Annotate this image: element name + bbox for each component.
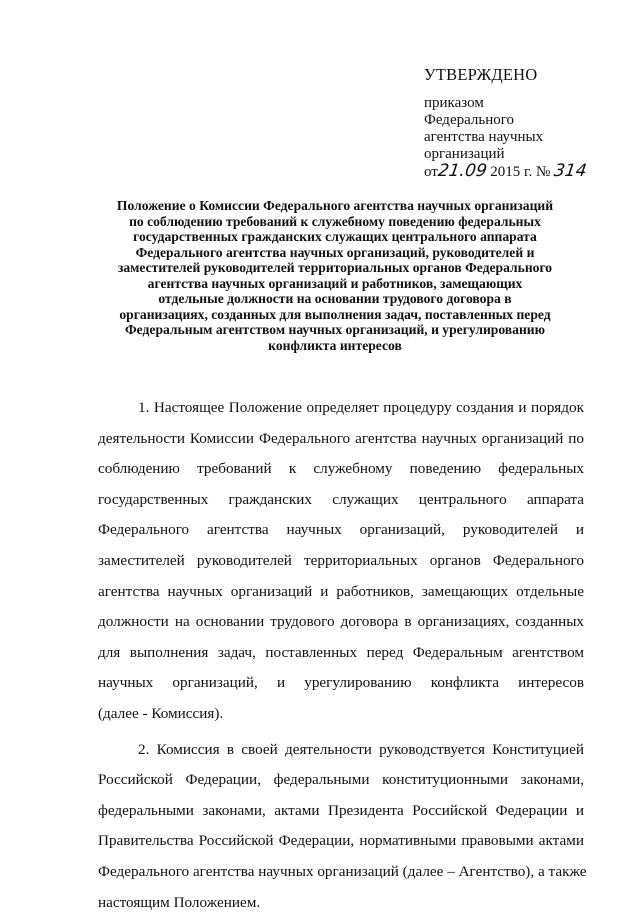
title-line: по соблюдению требований к служебному поведению федеральных bbox=[88, 214, 582, 230]
paragraph-1 bbox=[98, 393, 584, 730]
approval-line: организаций bbox=[424, 146, 624, 163]
paragraph-line: государственных гражданских служащих центрального аппарата bbox=[98, 485, 584, 516]
paragraph-line: Правительства Российской Федерации, нормативными правовыми актами bbox=[98, 826, 584, 857]
paragraph-line: Федерального агентства научных организаций, руководителей и bbox=[98, 515, 584, 546]
paragraph-line: Российской Федерации, федеральными конституционными законами, bbox=[98, 765, 584, 796]
paragraph-line: для выполнения задач, поставленных перед Федеральным агентством bbox=[98, 638, 584, 669]
paragraph-2 bbox=[98, 735, 584, 918]
title-line: государственных гражданских служащих центрального аппарата bbox=[88, 229, 582, 245]
document-body bbox=[98, 393, 584, 918]
approved-heading: УТВЕРЖДЕНО bbox=[424, 66, 624, 83]
document-title bbox=[88, 198, 582, 353]
paragraph-line: заместителей руководителей территориальных органов Федерального bbox=[98, 546, 584, 577]
handwritten-date: 21.09 bbox=[437, 163, 488, 180]
year-and-number-label: 2015 г. № bbox=[490, 164, 550, 180]
handwritten-order-number: 314 bbox=[553, 163, 588, 180]
title-line: заместителей руководителей территориальных органов Федерального bbox=[88, 260, 582, 276]
paragraph-line: агентства научных организаций и работников, замещающих отдельные bbox=[98, 577, 584, 608]
title-line: Федеральным агентством научных организаций, и урегулированию bbox=[88, 322, 582, 338]
approval-line: агентства научных bbox=[424, 129, 624, 146]
paragraph-line: должности на основании трудового договора в организациях, созданных bbox=[98, 607, 584, 638]
paragraph-line: 2. Комиссия в своей деятельности руководствуется Конституцией bbox=[98, 735, 584, 766]
title-line: агентства научных организаций и работников, замещающих bbox=[88, 276, 582, 292]
date-prefix: от bbox=[424, 164, 438, 180]
title-line: организациях, созданных для выполнения задач, поставленных перед bbox=[88, 307, 582, 323]
approval-line: приказом bbox=[424, 95, 624, 112]
approval-line: Федерального bbox=[424, 112, 624, 129]
paragraph-line: научных организаций, и урегулированию конфликта интересов bbox=[98, 668, 584, 699]
order-date-line bbox=[424, 163, 624, 181]
paragraph-line: 1. Настоящее Положение определяет процедуру создания и порядок bbox=[98, 393, 584, 424]
title-line: Положение о Комиссии Федерального агентства научных организаций bbox=[88, 198, 582, 214]
title-line: Федерального агентства научных организаций, руководителей и bbox=[88, 245, 582, 261]
paragraph-line: федеральными законами, актами Президента Российской Федерации и bbox=[98, 796, 584, 827]
paragraph-line: деятельности Комиссии Федерального агентства научных организаций по bbox=[98, 424, 584, 455]
paragraph-line: Федерального агентства научных организаций (далее – Агентство), а также bbox=[98, 857, 584, 888]
paragraph-line: настоящим Положением. bbox=[98, 888, 584, 918]
paragraph-line: соблюдению требований к служебному поведению федеральных bbox=[98, 454, 584, 485]
paragraph-line: (далее - Комиссия). bbox=[98, 699, 584, 730]
title-line: конфликта интересов bbox=[88, 338, 582, 354]
approval-block bbox=[424, 66, 624, 181]
title-line: отдельные должности на основании трудового договора в bbox=[88, 291, 582, 307]
